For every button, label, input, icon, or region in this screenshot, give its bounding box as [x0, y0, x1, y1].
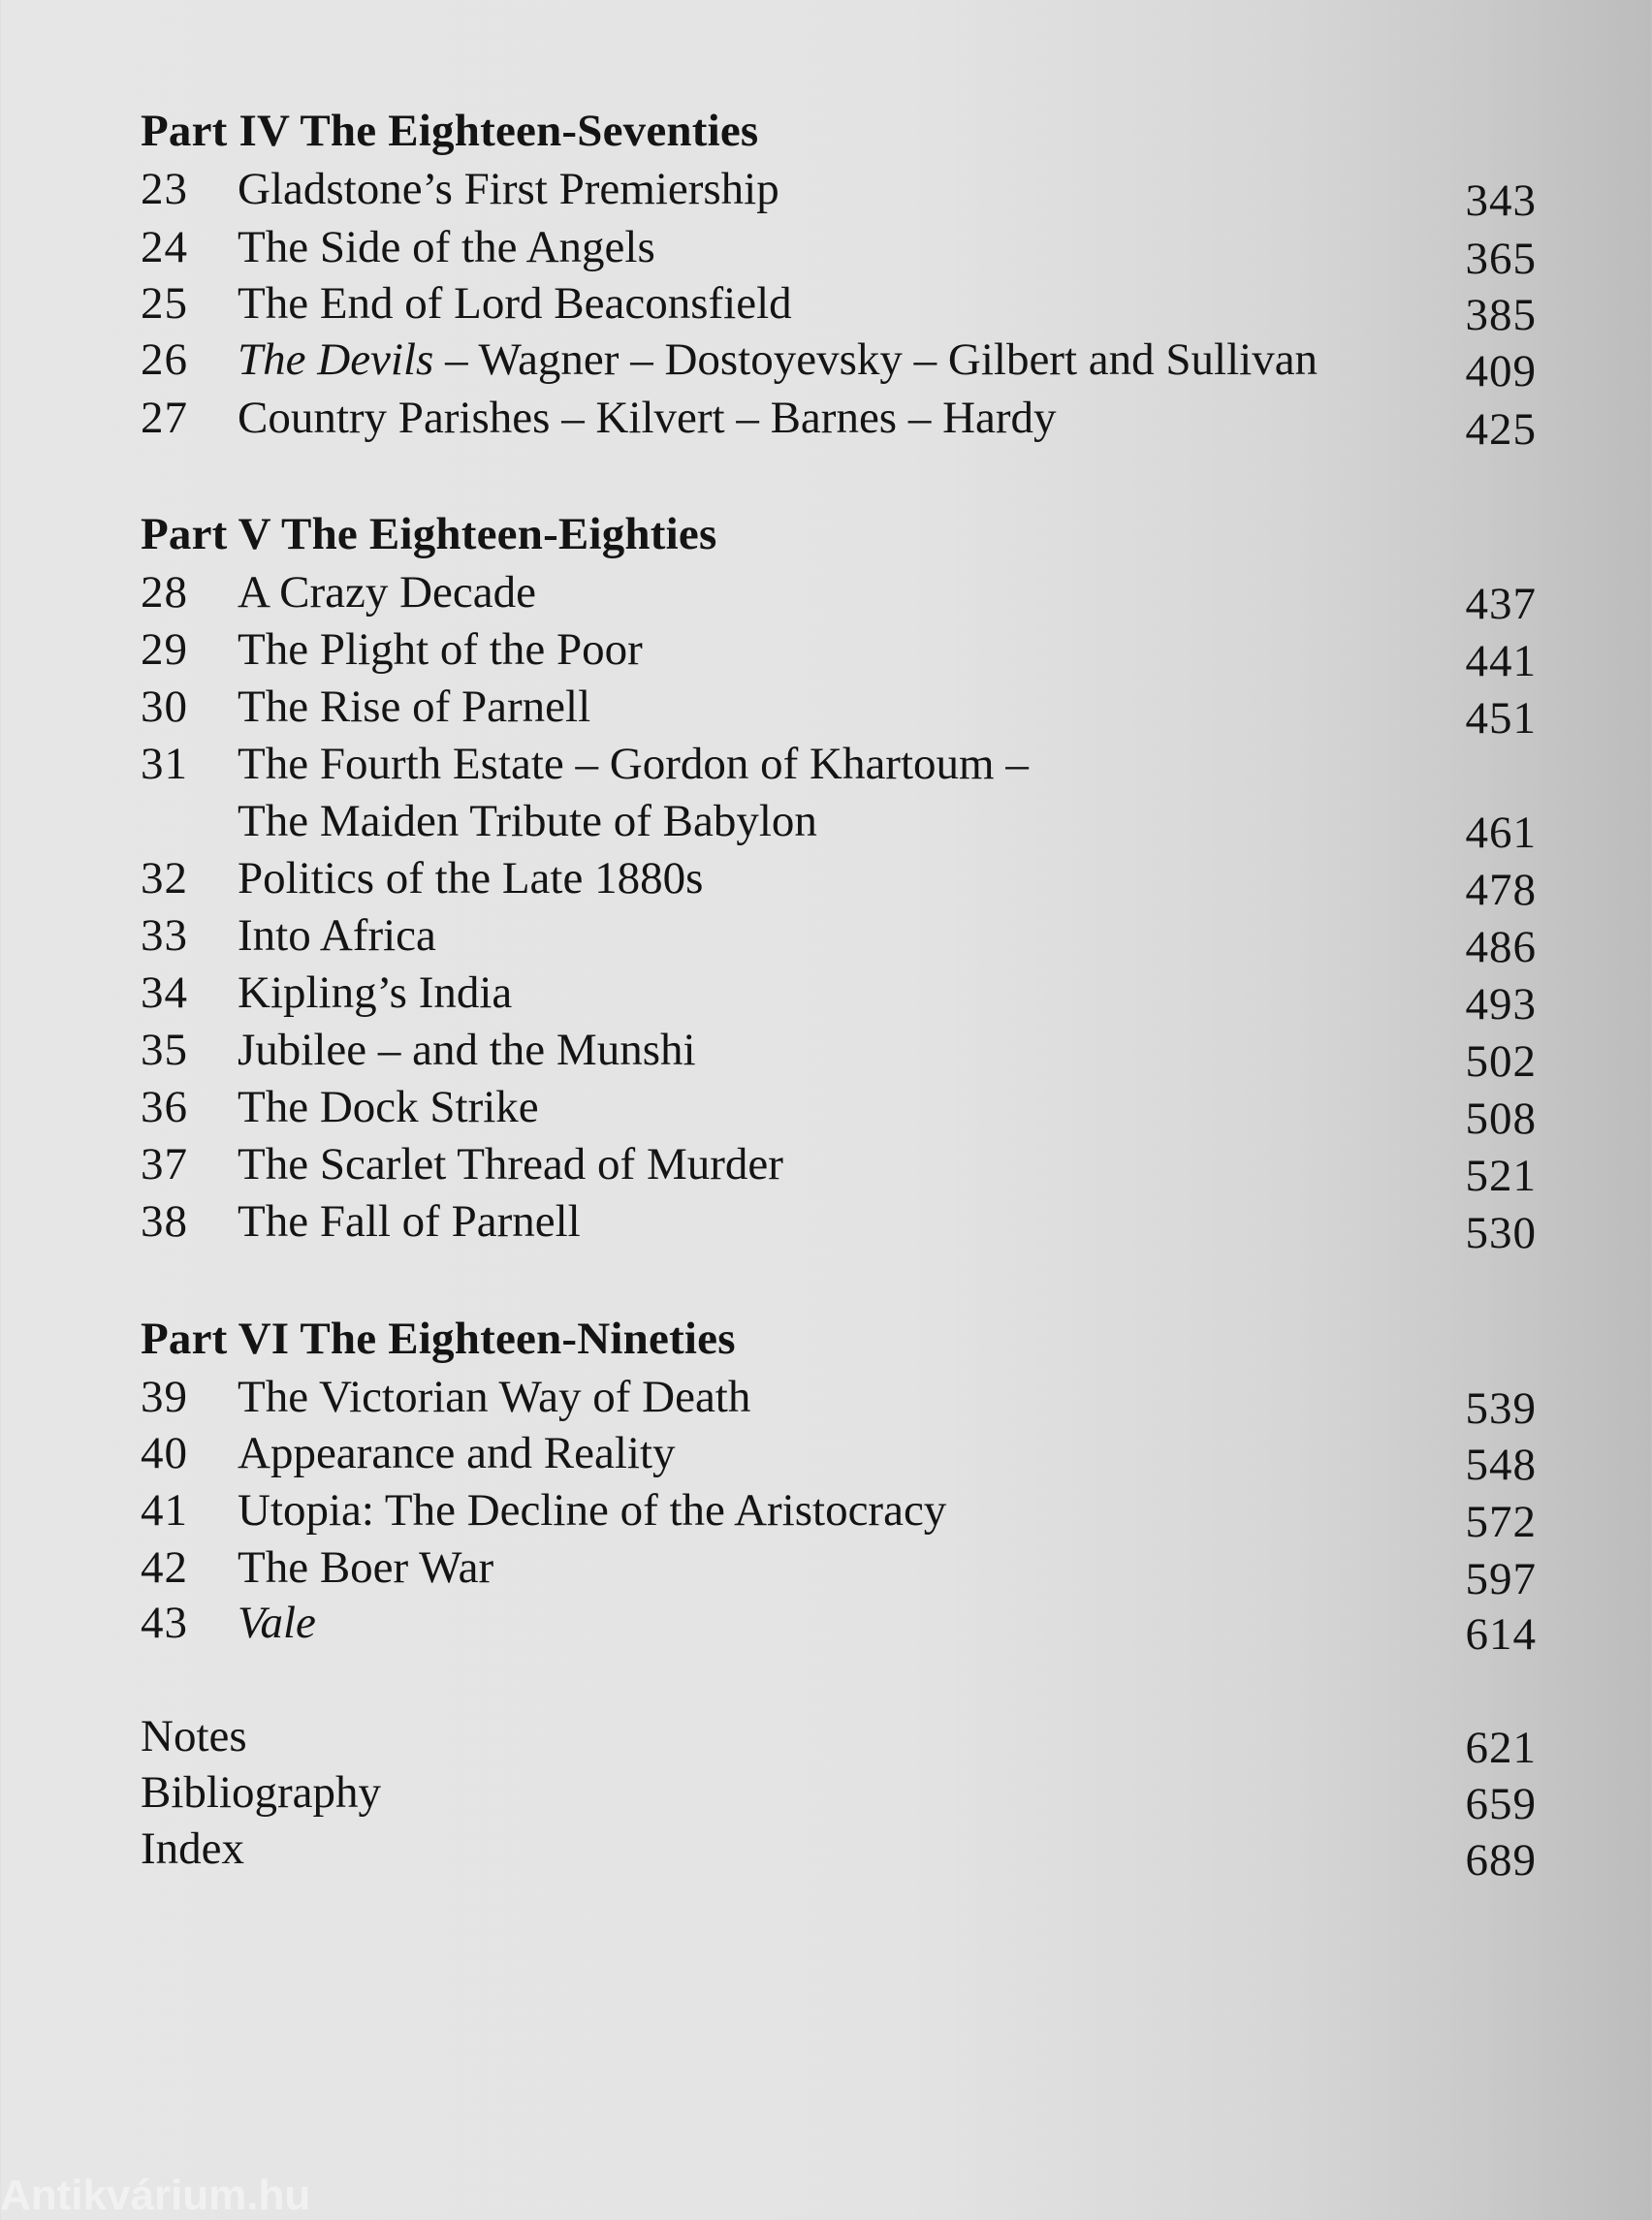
toc-entry — [141, 1024, 1537, 1087]
toc-entry — [141, 163, 1537, 226]
chapter-title: A Crazy Decade — [238, 567, 536, 618]
page-number: 441 — [1465, 636, 1537, 686]
page-number: 493 — [1465, 979, 1537, 1030]
chapter-title: The Victorian Way of Death — [238, 1372, 751, 1422]
chapter-title-rest: – Wagner – Dostoyevsky – Gilbert and Sullivan — [433, 334, 1318, 385]
toc-entry — [141, 392, 1537, 455]
chapter-title: Gladstone’s First Premiership — [238, 164, 779, 214]
chapter-title: The Scarlet Thread of Murder — [238, 1139, 783, 1189]
chapter-number: 37 — [141, 1139, 188, 1189]
chapter-number: 42 — [141, 1542, 188, 1593]
part-heading: Part VI The Eighteen-Nineties — [141, 1314, 736, 1364]
chapter-title: Vale — [238, 1598, 316, 1648]
watermark: Antikvárium.hu — [0, 2172, 311, 2219]
page-number: 385 — [1465, 290, 1537, 340]
page-number: 478 — [1465, 865, 1537, 915]
page-number: 461 — [1465, 808, 1537, 858]
page-number: 597 — [1465, 1554, 1537, 1604]
chapter-title: The Boer War — [238, 1542, 494, 1593]
toc-entry — [141, 277, 1537, 340]
chapter-number: 24 — [141, 222, 188, 272]
toc-entry — [141, 623, 1537, 686]
toc-entry — [141, 1427, 1537, 1490]
chapter-title: Country Parishes – Kilvert – Barnes – Hardy — [238, 393, 1057, 443]
page-number: 409 — [1465, 346, 1537, 396]
toc-entry — [141, 909, 1537, 972]
page-number: 508 — [1465, 1094, 1537, 1144]
chapter-number: 28 — [141, 567, 188, 618]
toc-entry — [141, 1371, 1537, 1434]
chapter-title: The Plight of the Poor — [238, 624, 643, 675]
chapter-title: The Side of the Angels — [238, 222, 655, 272]
toc-entry — [141, 333, 1537, 396]
chapter-number: 29 — [141, 624, 188, 675]
toc-entry — [141, 1081, 1537, 1144]
page-number: 521 — [1465, 1151, 1537, 1201]
toc-entry — [141, 221, 1537, 284]
part-heading: Part IV The Eighteen-Seventies — [141, 106, 759, 156]
chapter-number: 27 — [141, 393, 188, 443]
chapter-title: The Fall of Parnell — [238, 1196, 581, 1247]
chapter-number: 30 — [141, 682, 188, 732]
page-number: 530 — [1465, 1208, 1537, 1258]
back-matter-title: Index — [141, 1824, 245, 1874]
page-number: 539 — [1465, 1383, 1537, 1434]
chapter-title-continued: The Maiden Tribute of Babylon — [238, 796, 817, 846]
chapter-number: 41 — [141, 1485, 188, 1536]
chapter-number: 33 — [141, 910, 188, 961]
toc-entry — [141, 566, 1537, 629]
page-number: 614 — [1465, 1609, 1537, 1660]
chapter-title: The End of Lord Beaconsfield — [238, 278, 792, 329]
chapter-title: Appearance and Reality — [238, 1428, 676, 1478]
chapter-title: The Dock Strike — [238, 1082, 539, 1132]
page-number: 437 — [1465, 579, 1537, 629]
toc-entry — [141, 738, 1537, 858]
chapter-number: 39 — [141, 1372, 188, 1422]
toc-entry — [141, 1597, 1537, 1660]
back-matter-title: Notes — [141, 1711, 247, 1761]
chapter-title-italic: The Devils — [238, 334, 434, 385]
chapter-number: 35 — [141, 1025, 188, 1075]
chapter-number: 34 — [141, 967, 188, 1018]
page-number: 548 — [1465, 1440, 1537, 1490]
toc-entry — [141, 1138, 1537, 1201]
chapter-title: The Fourth Estate – Gordon of Khartoum – — [238, 739, 1029, 789]
toc-entry — [141, 681, 1537, 744]
back-matter-title: Bibliography — [141, 1767, 382, 1818]
page-number: 659 — [1465, 1779, 1537, 1829]
chapter-title: Politics of the Late 1880s — [238, 853, 704, 904]
page-number: 621 — [1465, 1723, 1537, 1773]
part-heading: Part V The Eighteen-Eighties — [141, 509, 717, 559]
chapter-title: Jubilee – and the Munshi — [238, 1025, 696, 1075]
back-matter-entry — [141, 1823, 1537, 1886]
chapter-number: 36 — [141, 1082, 188, 1132]
chapter-number: 25 — [141, 278, 188, 329]
toc-entry — [141, 1484, 1537, 1547]
chapter-number: 43 — [141, 1598, 188, 1648]
toc-entry — [141, 967, 1537, 1030]
page-number: 502 — [1465, 1036, 1537, 1087]
back-matter-entry — [141, 1766, 1537, 1829]
chapter-number: 38 — [141, 1196, 188, 1247]
chapter-title: Utopia: The Decline of the Aristocracy — [238, 1485, 947, 1536]
page-number: 486 — [1465, 922, 1537, 972]
chapter-number: 32 — [141, 853, 188, 904]
page-number: 343 — [1465, 175, 1537, 226]
page-number: 689 — [1465, 1835, 1537, 1886]
toc-entry — [141, 852, 1537, 915]
back-matter-entry — [141, 1710, 1537, 1773]
page-number: 425 — [1465, 404, 1537, 455]
chapter-title: Kipling’s India — [238, 967, 513, 1018]
chapter-number: 26 — [141, 334, 188, 385]
chapter-number: 40 — [141, 1428, 188, 1478]
chapter-number: 31 — [141, 739, 188, 789]
page-number: 451 — [1465, 693, 1537, 744]
toc-entry — [141, 1541, 1537, 1604]
chapter-number: 23 — [141, 164, 188, 214]
page-number: 365 — [1465, 234, 1537, 284]
chapter-title: The Rise of Parnell — [238, 682, 591, 732]
page-number: 572 — [1465, 1497, 1537, 1547]
chapter-title — [238, 333, 1318, 386]
chapter-title: Into Africa — [238, 910, 436, 961]
toc-entry — [141, 1195, 1537, 1258]
